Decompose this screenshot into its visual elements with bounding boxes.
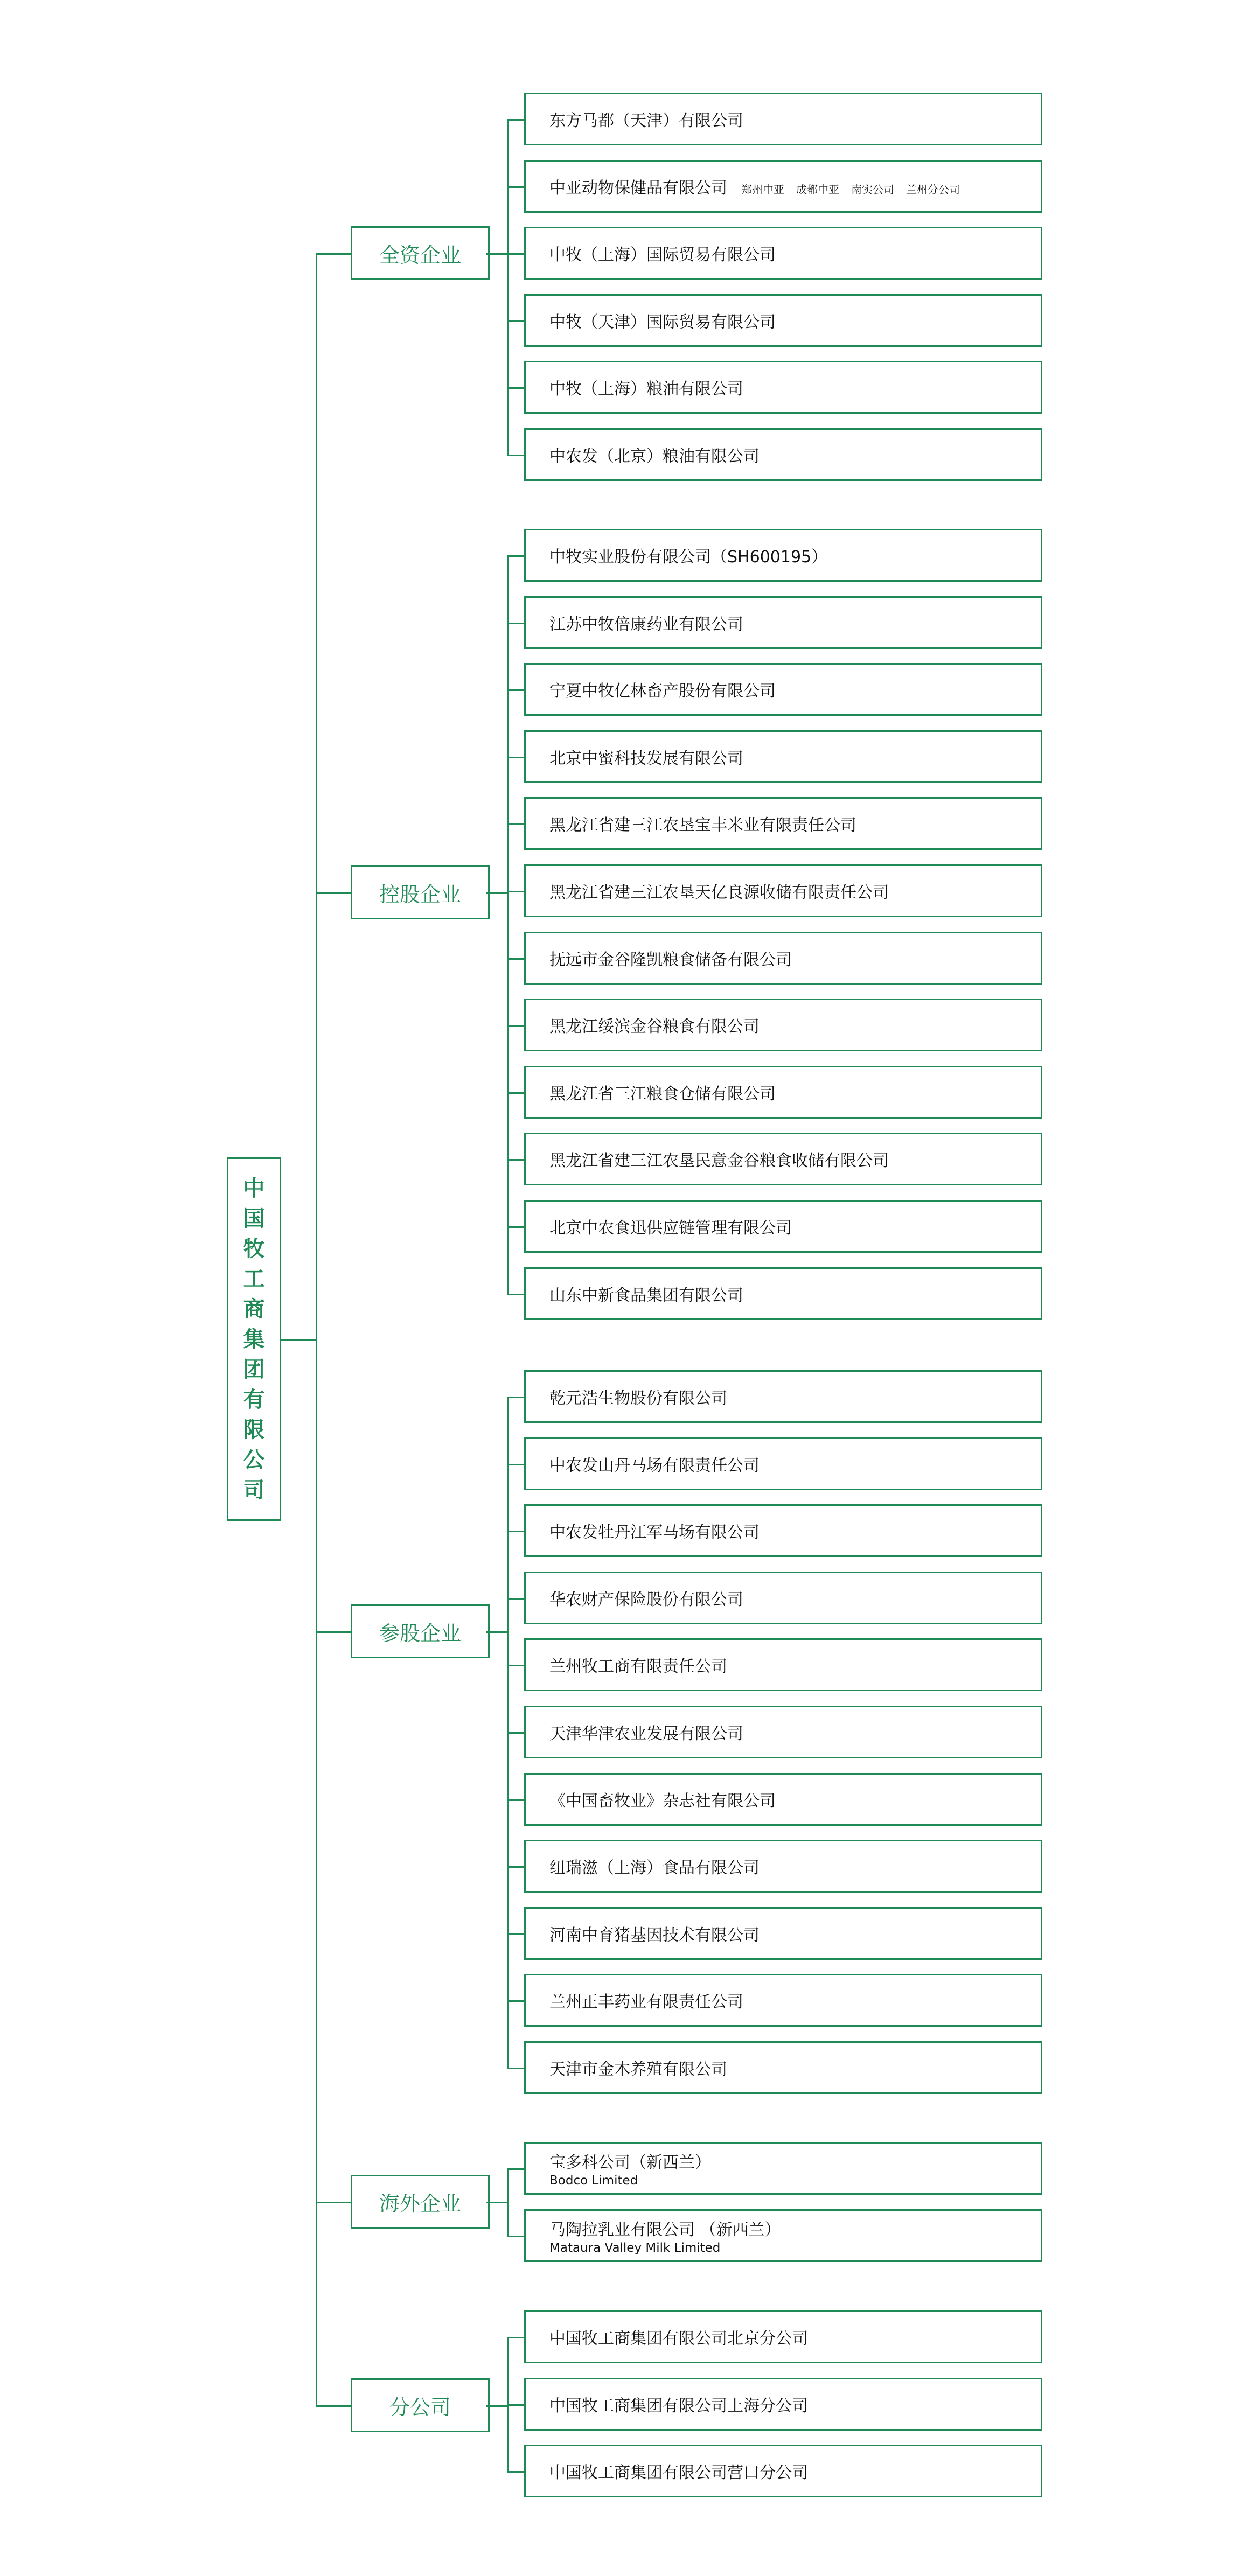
company-connector xyxy=(507,1866,524,1868)
company-box[interactable] xyxy=(524,93,1042,145)
company-connector xyxy=(507,387,524,389)
company-name: 兰州牧工商有限责任公司 xyxy=(549,1657,727,1676)
company-connector xyxy=(507,1464,524,1465)
category-4[interactable]: 分公司 xyxy=(351,2378,490,2432)
company-name: 中亚动物保健品有限公司 xyxy=(549,179,727,198)
company-name: 中牧（上海）粮油有限公司 xyxy=(549,380,743,399)
company-connector xyxy=(507,1025,524,1027)
company-name-row xyxy=(549,375,1041,399)
company-name-row xyxy=(549,1214,1041,1238)
company-name: 黑龙江省三江粮食仓储有限公司 xyxy=(549,1085,776,1104)
company-name: 宝多科公司（新西兰） xyxy=(549,2153,711,2172)
category-2[interactable]: 参股企业 xyxy=(351,1604,490,1658)
company-name: 乾元浩生物股份有限公司 xyxy=(549,1389,727,1408)
company-box[interactable] xyxy=(524,361,1042,414)
root-label-char: 国 xyxy=(243,1206,265,1231)
company-name: 中农发牡丹江军马场有限公司 xyxy=(549,1523,760,1542)
company-connector xyxy=(507,823,524,825)
company-name: 马陶拉乳业有限公司 （新西兰） xyxy=(549,2221,781,2239)
company-name-row xyxy=(549,309,1041,332)
category-connector xyxy=(316,1631,351,1633)
category-3[interactable]: 海外企业 xyxy=(351,2175,490,2229)
company-name: 天津市金木养殖有限公司 xyxy=(549,2060,727,2079)
company-name-row xyxy=(549,1854,1041,1878)
company-name: 黑龙江省建三江农垦民意金谷粮食收储有限公司 xyxy=(549,1151,889,1170)
branch-connector xyxy=(486,2405,508,2407)
company-name: 北京中蜜科技发展有限公司 xyxy=(549,749,743,768)
company-connector xyxy=(507,1933,524,1935)
company-name-row xyxy=(549,543,1041,567)
company-name-row xyxy=(549,2392,1041,2416)
company-connector xyxy=(507,555,524,557)
branch-connector xyxy=(486,1631,508,1633)
company-name-row xyxy=(549,611,1041,634)
company-name-row xyxy=(549,745,1041,769)
company-box[interactable] xyxy=(524,797,1042,850)
company-box[interactable] xyxy=(524,596,1042,649)
company-name: 《中国畜牧业》杂志社有限公司 xyxy=(549,1792,776,1811)
root-label-char: 有 xyxy=(243,1387,265,1412)
root-label-char: 限 xyxy=(243,1417,265,1442)
company-name-row xyxy=(549,1922,1041,1945)
company-name-row xyxy=(549,443,1041,466)
company-name-row xyxy=(549,1080,1041,1104)
root-label-char: 集 xyxy=(243,1327,265,1352)
company-name: 山东中新食品集团有限公司 xyxy=(549,1286,743,1305)
company-name-row xyxy=(549,946,1041,970)
company-name: 中牧实业股份有限公司（SH600195） xyxy=(549,548,828,567)
company-connector xyxy=(507,2404,524,2406)
company-english-name: Mataura Valley Milk Limited xyxy=(549,2241,721,2255)
company-name: 中牧（天津）国际贸易有限公司 xyxy=(549,313,776,332)
company-name: 中国牧工商集团有限公司北京分公司 xyxy=(549,2329,808,2348)
company-box[interactable] xyxy=(524,529,1042,582)
company-name-row xyxy=(549,1385,1041,1408)
branch-label: 郑州中亚 xyxy=(741,183,784,196)
company-name-row xyxy=(549,1147,1041,1171)
company-connector xyxy=(507,253,524,255)
company-connector xyxy=(507,455,524,456)
company-box[interactable] xyxy=(524,1572,1042,1624)
company-name-row xyxy=(549,2149,1041,2173)
company-name: 抚远市金谷隆凯粮食储备有限公司 xyxy=(549,951,792,969)
root-connector xyxy=(280,1339,316,1341)
company-name-row xyxy=(549,1720,1041,1744)
company-connector xyxy=(507,186,524,188)
branch-line xyxy=(507,119,509,456)
company-box[interactable] xyxy=(524,1907,1042,1960)
company-connector xyxy=(507,1531,524,1532)
company-name: 黑龙江绥滨金谷粮食有限公司 xyxy=(549,1017,760,1036)
branch-line xyxy=(507,555,509,1295)
company-box[interactable] xyxy=(524,1066,1042,1119)
branch-label: 成都中亚 xyxy=(796,183,839,196)
branch-line xyxy=(507,2168,509,2237)
company-connector xyxy=(507,757,524,758)
company-box[interactable] xyxy=(524,227,1042,280)
company-name: 中牧（上海）国际贸易有限公司 xyxy=(549,246,776,264)
company-name: 天津华津农业发展有限公司 xyxy=(549,1725,743,1743)
company-connector xyxy=(507,320,524,322)
category-connector xyxy=(316,892,351,894)
company-connector xyxy=(507,1598,524,1600)
company-connector xyxy=(507,2337,524,2338)
root-label-char: 团 xyxy=(243,1357,265,1382)
company-connector xyxy=(507,623,524,624)
company-name-row xyxy=(549,107,1041,131)
category-1[interactable]: 控股企业 xyxy=(351,865,490,919)
company-name-row xyxy=(549,1282,1041,1306)
company-connector xyxy=(507,891,524,892)
root-label-char: 商 xyxy=(243,1296,265,1322)
company-box[interactable] xyxy=(524,2041,1042,2094)
company-name: 河南中育猪基因技术有限公司 xyxy=(549,1926,760,1945)
company-box[interactable] xyxy=(524,999,1042,1051)
company-name-row xyxy=(549,174,1041,198)
category-0[interactable]: 全资企业 xyxy=(351,226,490,280)
company-box[interactable] xyxy=(524,160,1042,213)
company-connector xyxy=(507,1799,524,1801)
root-label-char: 工 xyxy=(243,1266,265,1292)
category-connector xyxy=(316,2405,351,2407)
trunk-line xyxy=(316,253,317,2406)
company-name-row xyxy=(549,1519,1041,1542)
company-connector xyxy=(507,2168,524,2170)
company-connector xyxy=(507,2471,524,2473)
company-box[interactable] xyxy=(524,1840,1042,1893)
root-label-char: 公 xyxy=(243,1447,265,1472)
company-name-row xyxy=(549,812,1041,835)
root-label-char: 司 xyxy=(243,1477,265,1503)
root-label-char: 中 xyxy=(243,1176,265,1201)
company-box[interactable] xyxy=(524,2310,1042,2363)
company-box[interactable] xyxy=(524,1638,1042,1691)
company-name-row xyxy=(549,1452,1041,1476)
company-box[interactable] xyxy=(524,2378,1042,2431)
company-connector xyxy=(507,689,524,691)
company-name-row xyxy=(549,2216,1041,2240)
category-connector xyxy=(316,2202,351,2203)
branch-label: 南实公司 xyxy=(851,183,894,196)
company-name: 中农发（北京）粮油有限公司 xyxy=(549,447,760,466)
company-name: 中国牧工商集团有限公司营口分公司 xyxy=(549,2463,808,2482)
company-name-row xyxy=(549,879,1041,903)
company-box[interactable] xyxy=(524,663,1042,716)
company-box[interactable] xyxy=(524,1773,1042,1826)
company-box[interactable] xyxy=(524,2209,1042,2262)
branch-connector xyxy=(486,892,508,894)
company-name-row xyxy=(549,1988,1041,2012)
company-connector xyxy=(507,1665,524,1666)
company-box[interactable] xyxy=(524,1200,1042,1253)
company-connector xyxy=(507,1732,524,1734)
company-box[interactable] xyxy=(524,2445,1042,2497)
company-box[interactable] xyxy=(524,932,1042,985)
company-box[interactable] xyxy=(524,864,1042,917)
company-name-row xyxy=(549,1653,1041,1677)
company-name: 江苏中牧倍康药业有限公司 xyxy=(549,615,743,634)
root-label-char: 牧 xyxy=(243,1236,265,1261)
company-name: 纽瑞滋（上海）食品有限公司 xyxy=(549,1859,760,1877)
company-name-row xyxy=(549,241,1041,265)
company-name-row xyxy=(549,678,1041,701)
category-connector xyxy=(316,253,351,255)
company-box[interactable] xyxy=(524,428,1042,481)
company-connector xyxy=(507,1397,524,1398)
company-connector xyxy=(507,1092,524,1094)
company-connector xyxy=(507,1226,524,1228)
company-name: 北京中农食迅供应链管理有限公司 xyxy=(549,1219,792,1238)
company-name: 黑龙江省建三江农垦天亿良源收储有限责任公司 xyxy=(549,883,889,902)
company-english-name: Bodco Limited xyxy=(549,2174,638,2188)
company-name-row xyxy=(549,1586,1041,1610)
company-name: 华农财产保险股份有限公司 xyxy=(549,1590,743,1609)
branch-connector xyxy=(486,253,508,255)
branch-label: 兰州分公司 xyxy=(906,183,960,196)
company-box[interactable] xyxy=(524,730,1042,783)
company-connector xyxy=(507,2000,524,2002)
company-name-row xyxy=(549,2056,1041,2079)
company-name: 中国牧工商集团有限公司上海分公司 xyxy=(549,2397,808,2416)
company-name-row xyxy=(549,1013,1041,1037)
company-name-row xyxy=(549,2325,1041,2349)
company-name: 黑龙江省建三江农垦宝丰米业有限责任公司 xyxy=(549,816,856,835)
company-box[interactable] xyxy=(524,1706,1042,1758)
company-connector xyxy=(507,1294,524,1295)
company-box[interactable] xyxy=(524,1437,1042,1490)
company-connector xyxy=(507,1159,524,1161)
company-box[interactable] xyxy=(524,2142,1042,2195)
company-name-row xyxy=(549,1788,1041,1811)
company-name-row xyxy=(549,2459,1041,2483)
company-box[interactable] xyxy=(524,1974,1042,2027)
company-connector xyxy=(507,958,524,960)
root-company-box xyxy=(227,1157,281,1521)
company-connector xyxy=(507,2236,524,2237)
company-connector xyxy=(507,2068,524,2069)
company-name: 兰州正丰药业有限责任公司 xyxy=(549,1993,743,2012)
company-name: 中农发山丹马场有限责任公司 xyxy=(549,1456,760,1475)
company-name: 宁夏中牧亿林畜产股份有限公司 xyxy=(549,682,776,701)
company-box[interactable] xyxy=(524,1370,1042,1423)
company-name: 东方马都（天津）有限公司 xyxy=(549,111,743,130)
company-box[interactable] xyxy=(524,294,1042,347)
company-box[interactable] xyxy=(524,1267,1042,1320)
branch-connector xyxy=(486,2202,508,2203)
company-connector xyxy=(507,119,524,121)
company-box[interactable] xyxy=(524,1133,1042,1185)
company-box[interactable] xyxy=(524,1504,1042,1557)
